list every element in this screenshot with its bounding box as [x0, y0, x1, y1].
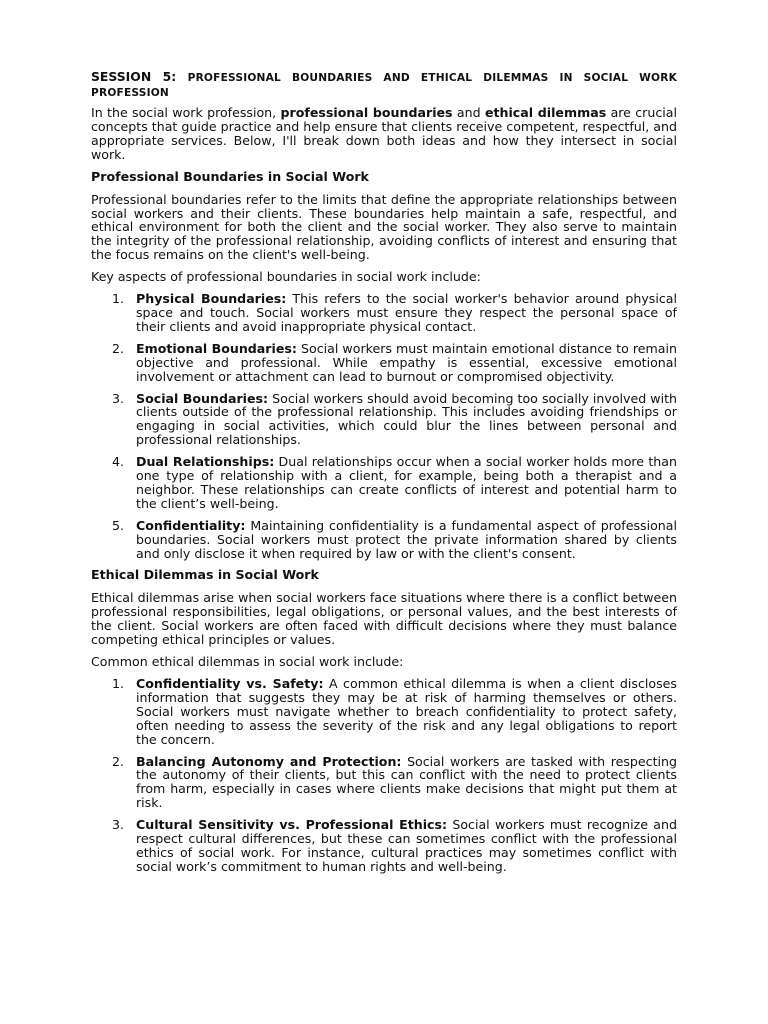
list-number: 2.	[112, 340, 125, 356]
dilemmas-list	[91, 677, 677, 874]
list-item	[91, 392, 677, 448]
session-title-prefix: SESSION 5:	[91, 69, 177, 84]
list-item	[91, 455, 677, 511]
list-number: 2.	[112, 753, 125, 769]
session-title	[91, 70, 677, 100]
list-item	[91, 677, 677, 747]
boundaries-lead: Key aspects of professional boundaries in social work include:	[91, 269, 481, 285]
intro-text-2: and	[456, 105, 481, 120]
dilemmas-heading: Ethical Dilemmas in Social Work	[91, 567, 319, 583]
list-item-text: This refers to the social worker's behavior around physical space and touch. Social workers must ensure they respect the personal space of their clients and avoid inappropriate physical contact.	[136, 291, 677, 334]
list-number: 3.	[112, 817, 125, 833]
dilemmas-paragraph: Ethical dilemmas arise when social workers face situations where there is a conflict between professional responsibilities, legal obligations, or personal values, and the best interests of the client. Social workers are often faced with difficult decisions where they must balance competing ethical principles or values.	[91, 590, 677, 648]
list-number: 5.	[112, 517, 125, 533]
list-item-text: Social workers must maintain emotional distance to remain objective and professional. While empathy is essential, excessive emotional involvement or attachment can lead to burnout or compromised objectivity.	[136, 340, 677, 384]
session-title-text: PROFESSIONAL BOUNDARIES AND ETHICAL DILEMMAS IN SOCIAL WORK PROFESSION	[91, 72, 677, 99]
list-item	[91, 519, 677, 561]
list-item-label: Cultural Sensitivity vs. Professional Ethics:	[136, 817, 448, 833]
boundaries-list	[91, 292, 677, 560]
intro-text-1: In the social work profession,	[91, 105, 277, 120]
boundaries-heading: Professional Boundaries in Social Work	[91, 168, 369, 184]
list-item	[91, 292, 677, 334]
list-item-text: Dual relationships occur when a social worker holds more than one type of relationship with a client, for example, being both a therapist and a neighbor. These relationships can create conflicts of interest and potential harm to the client’s well-being.	[136, 454, 677, 511]
list-item	[91, 755, 677, 811]
list-number: 4.	[112, 454, 125, 470]
intro-bold-1: professional boundaries	[280, 105, 453, 120]
list-item-label: Confidentiality vs. Safety:	[136, 676, 324, 691]
list-item-label: Social Boundaries:	[136, 390, 269, 406]
list-item	[91, 818, 677, 874]
list-item-label: Physical Boundaries:	[136, 291, 287, 307]
list-item-label: Emotional Boundaries:	[136, 340, 297, 356]
list-item-text: Social workers must recognize and respect cultural differences, but these can sometimes conflict with the professional ethics of social work. For instance, cultural practices may sometimes conflict with social work’s commitment to human rights and well-being.	[136, 817, 677, 874]
list-number: 3.	[112, 390, 125, 406]
list-item-text: Maintaining confidentiality is a fundamental aspect of professional boundaries. Social workers must protect the private information shared by clients and only disclose it when required by law or with the client's consent.	[136, 517, 677, 561]
boundaries-paragraph: Professional boundaries refer to the limits that define the appropriate relationships between social workers and their clients. These boundaries help maintain a safe, respectful, and ethical environment for both the client and the social worker. They also serve to maintain the integrity of the professional relationship, avoiding conflicts of interest and ensuring that the focus remains on the client's well-being.	[91, 191, 677, 263]
list-item-label: Dual Relationships:	[136, 454, 275, 470]
list-number: 1.	[112, 291, 125, 307]
intro-paragraph	[91, 106, 677, 162]
list-number: 1.	[112, 676, 125, 691]
dilemmas-lead: Common ethical dilemmas in social work include:	[91, 654, 404, 670]
intro-bold-2: ethical dilemmas	[484, 105, 607, 120]
list-item-label: Balancing Autonomy and Protection:	[136, 753, 402, 769]
intro-text-3: are crucial concepts that guide practice and help ensure that clients receive competent, respectful, and appropriate services. Below, I'll break down both ideas and how they intersect in social work.	[91, 105, 677, 162]
list-item-label: Confidentiality:	[136, 517, 246, 533]
list-item-text: Social workers should avoid becoming too socially involved with clients outside of the professional relationship. This includes avoiding friendships or engaging in social activities, which could blur the lines between personal and professional relationships.	[136, 390, 677, 448]
document-page	[91, 70, 677, 882]
list-item	[91, 342, 677, 384]
list-item-text: Social workers are tasked with respecting the autonomy of their clients, but this can conflict with the need to protect clients from harm, especially in cases where clients make decisions that might put them at risk.	[136, 753, 678, 811]
list-item-text: A common ethical dilemma is when a client discloses information that suggests they may be at risk of harming themselves or others. Social workers must navigate whether to breach confidentiality to protect safety, often needing to assess the severity of the risk and any legal obligations to report the concern.	[136, 676, 677, 747]
